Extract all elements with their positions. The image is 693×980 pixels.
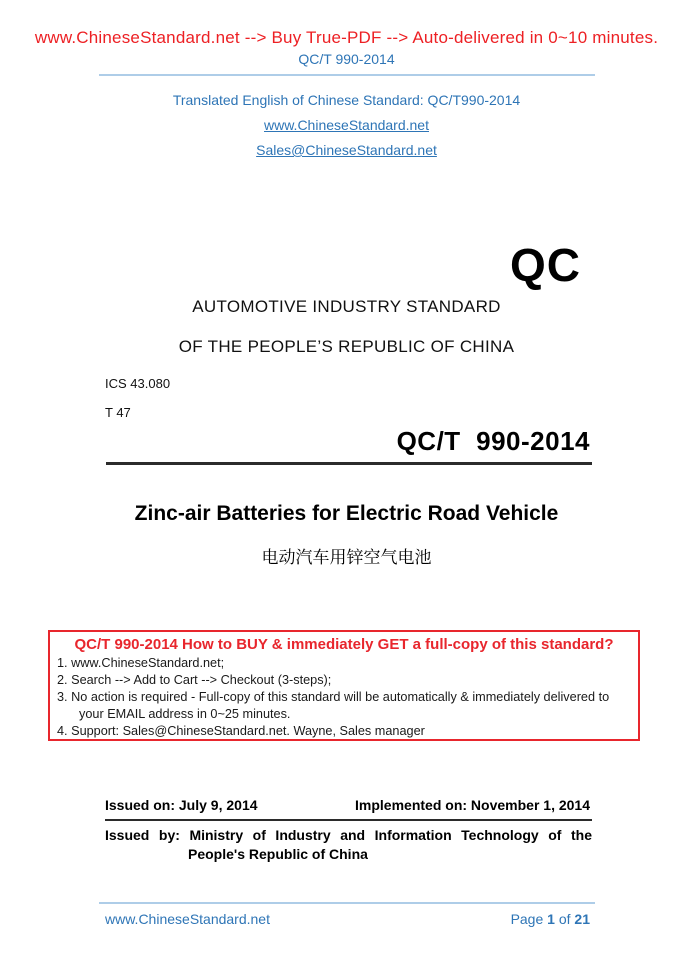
footer-divider-line	[99, 902, 595, 904]
issued-by-line-2: People's Republic of China	[188, 846, 368, 862]
page-total: 21	[574, 911, 590, 927]
site-link[interactable]: www.ChineseStandard.net	[264, 117, 429, 133]
t-classification: T 47	[105, 405, 131, 420]
buy-instructions-box	[48, 630, 640, 741]
translated-subtitle: Translated English of Chinese Standard: QC/T990-2014	[172, 92, 521, 108]
org-line-1: AUTOMOTIVE INDUSTRY STANDARD	[192, 297, 501, 316]
qc-logo: QC	[510, 239, 581, 291]
page-label: Page	[510, 911, 544, 927]
standard-title-english: Zinc-air Batteries for Electric Road Vehicle	[134, 502, 559, 525]
ics-code: ICS 43.080	[105, 376, 171, 391]
email-link[interactable]: Sales@ChineseStandard.net	[256, 142, 437, 158]
issued-by-block	[105, 826, 592, 864]
email-link-row	[0, 142, 693, 160]
footer-site-link[interactable]: www.ChineseStandard.net	[105, 911, 270, 927]
publication-rule	[105, 819, 592, 821]
page-current: 1	[547, 911, 555, 927]
buy-step-2: 2. Search --> Add to Cart --> Checkout (3-steps);	[57, 673, 332, 687]
standard-code-heading: QC/T 990-2014	[396, 426, 590, 456]
site-link-row	[0, 117, 693, 135]
buy-box-title: QC/T 990-2014 How to BUY & immediately GET a full-copy of this standard?	[74, 636, 614, 653]
buy-step-4: 4. Support: Sales@ChineseStandard.net. Wayne, Sales manager	[57, 724, 425, 738]
promo-banner: www.ChineseStandard.net --> Buy True-PDF --> Auto-delivered in 0~10 minutes.	[34, 28, 659, 47]
issued-on-date: Issued on: July 9, 2014	[105, 797, 258, 813]
buy-step-1: 1. www.ChineseStandard.net;	[57, 656, 225, 670]
standard-code-header: QC/T 990-2014	[298, 51, 395, 67]
buy-step-3: 3. No action is required - Full-copy of this standard will be automatically & immediately delivered to your EMAIL address in 0~25 minutes.	[57, 690, 610, 721]
issued-by-line-1: Issued by: Ministry of Industry and Information Technology of the	[105, 827, 592, 843]
header-divider-line	[99, 74, 595, 76]
org-line-2: OF THE PEOPLE’S REPUBLIC OF CHINA	[178, 337, 515, 356]
page-indicator	[511, 911, 590, 927]
heading-rule	[106, 462, 592, 465]
standard-title-chinese: 电动汽车用锌空气电池	[261, 548, 432, 568]
implemented-on-date: Implemented on: November 1, 2014	[355, 797, 590, 813]
page-of-label: of	[558, 911, 571, 927]
